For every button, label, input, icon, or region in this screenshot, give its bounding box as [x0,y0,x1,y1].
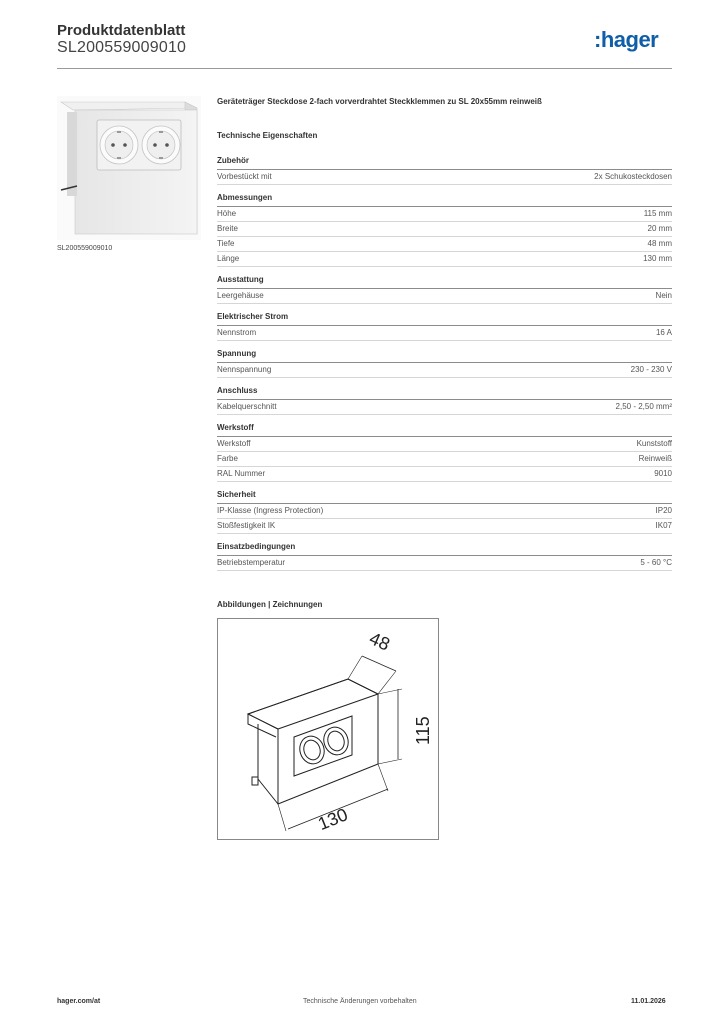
spec-row [217,519,672,534]
spec-label: Vorbestückt mit [217,172,272,181]
spec-value: IP20 [655,506,672,515]
spec-label: Nennstrom [217,328,257,337]
spec-value: 130 mm [643,254,672,263]
spec-label: Werkstoff [217,439,251,448]
spec-value: 5 - 60 °C [640,558,672,567]
spec-label: Länge [217,254,240,263]
spec-row [217,289,672,304]
spec-value: 115 mm [643,209,672,218]
spec-label: Stoßfestigkeit IK [217,521,276,530]
spec-group-title: Zubehör [217,155,672,170]
spec-group [217,541,672,571]
dim-depth-label: 48 [366,628,393,655]
spec-label: Tiefe [217,239,235,248]
dim-height-label: 115 [413,716,433,745]
spec-group-title: Spannung [217,348,672,363]
product-photo [57,96,201,240]
spec-row [217,504,672,519]
spec-table [217,155,672,578]
spec-group-title: Anschluss [217,385,672,400]
spec-group-title: Sicherheit [217,489,672,504]
spec-row [217,437,672,452]
spec-row [217,222,672,237]
spec-label: Betriebstemperatur [217,558,286,567]
spec-row [217,556,672,571]
drawings-heading: Abbildungen | Zeichnungen [217,600,323,609]
spec-value: 20 mm [647,224,672,233]
spec-group [217,155,672,185]
spec-group [217,192,672,267]
page-title: Produktdatenblatt [57,22,186,39]
spec-row [217,252,672,267]
product-code: SL200559009010 [57,39,187,56]
dim-length-label: 130 [315,804,351,835]
spec-label: Farbe [217,454,238,463]
spec-row [217,326,672,341]
spec-value: 9010 [654,469,672,478]
spec-value: 2,50 - 2,50 mm² [615,402,672,411]
spec-row [217,400,672,415]
spec-group-title: Abmessungen [217,192,672,207]
spec-value: Kunststoff [636,439,672,448]
section-heading: Technische Eigenschaften [217,131,318,140]
product-title: Geräteträger Steckdose 2-fach vorverdrahtet Steckklemmen zu SL 20x55mm reinweiß [217,97,542,106]
spec-label: RAL Nummer [217,469,266,478]
spec-group [217,311,672,341]
spec-row [217,452,672,467]
spec-label: Leergehäuse [217,291,264,300]
footer-date: 11.01.2026 [631,998,666,1005]
spec-group [217,422,672,482]
spec-value: 2x Schukosteckdosen [594,172,672,181]
spec-row [217,467,672,482]
spec-value: 16 A [655,328,672,337]
spec-row [217,237,672,252]
spec-value: Nein [655,291,672,300]
footer-note: Technische Änderungen vorbehalten [303,998,417,1005]
spec-value: IK07 [655,521,672,530]
spec-row [217,363,672,378]
spec-value: 230 - 230 V [630,365,672,374]
hager-logo: :hager [594,27,659,52]
spec-label: Nennspannung [217,365,272,374]
spec-group [217,274,672,304]
spec-group [217,385,672,415]
spec-value: 48 mm [647,239,672,248]
spec-label: IP-Klasse (Ingress Protection) [217,506,324,515]
spec-row [217,207,672,222]
dimension-drawing [217,618,439,840]
spec-group-title: Einsatzbedingungen [217,541,672,556]
header-divider [57,68,672,69]
spec-group-title: Ausstattung [217,274,672,289]
footer-site: hager.com/at [57,998,101,1005]
spec-group [217,489,672,534]
spec-group [217,348,672,378]
spec-label: Höhe [217,209,237,218]
spec-group-title: Werkstoff [217,422,672,437]
spec-value: Reinweiß [638,454,672,463]
spec-label: Breite [217,224,238,233]
photo-caption: SL200559009010 [57,245,113,252]
spec-group-title: Elektrischer Strom [217,311,672,326]
spec-label: Kabelquerschnitt [217,402,277,411]
spec-row [217,170,672,185]
